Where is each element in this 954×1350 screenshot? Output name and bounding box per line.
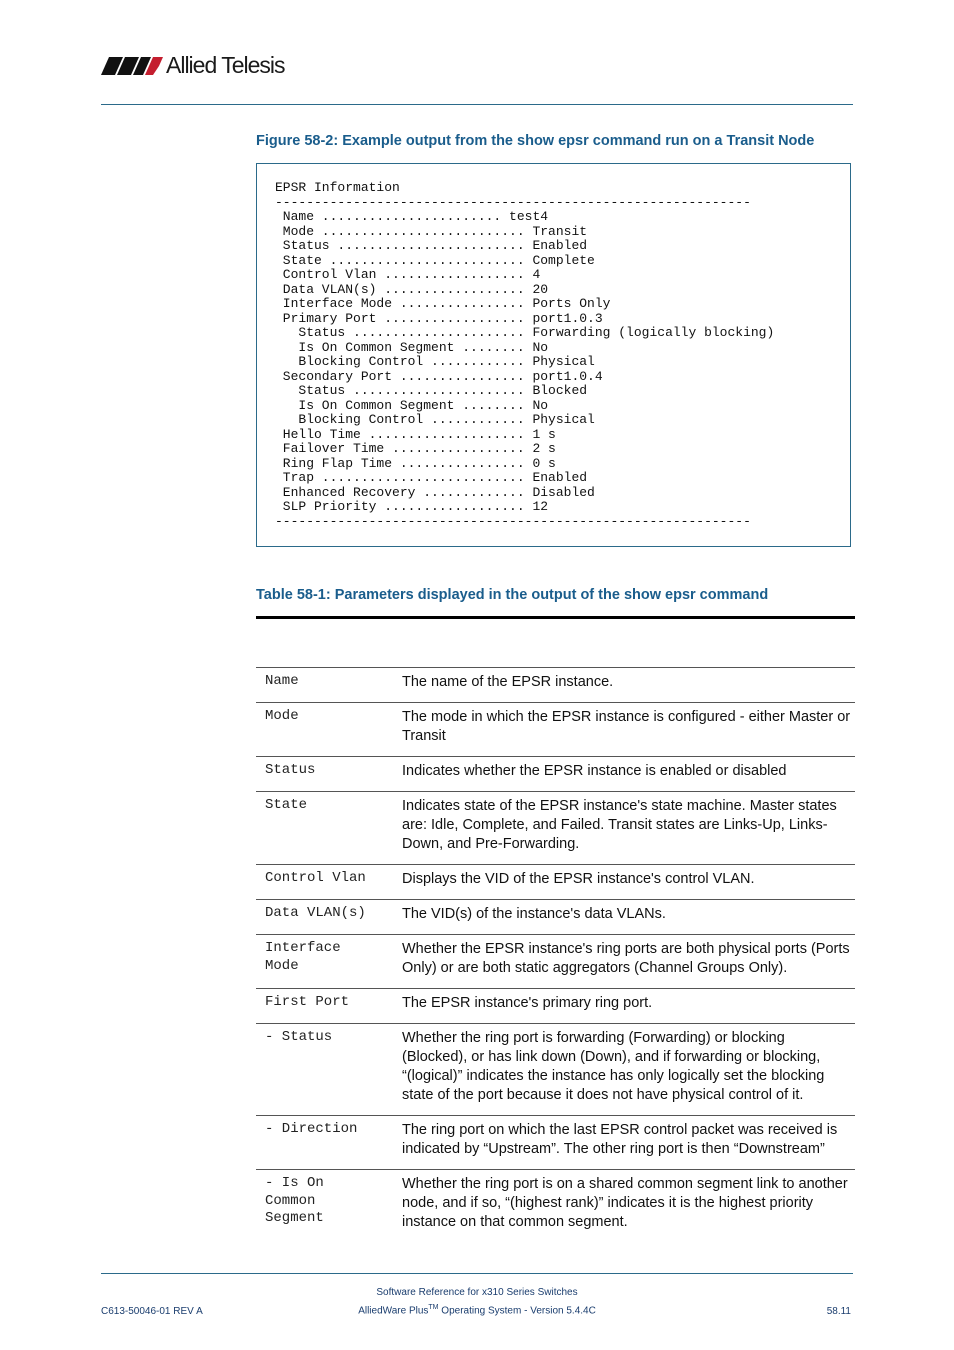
parameter-description: Whether the EPSR instance's ring ports are both physical ports (Ports Only) or are both static aggregators (Channel Groups Only). [402, 935, 855, 989]
parameter-name: Mode [256, 703, 402, 757]
footer-divider [101, 1273, 853, 1274]
footer-title: Software Reference for x310 Series Switches [376, 1287, 578, 1298]
footer-os-prefix: AlliedWare Plus [358, 1305, 429, 1317]
table-row [256, 792, 855, 865]
allied-telesis-logo [101, 52, 285, 78]
parameter-name: Data VLAN(s) [256, 900, 402, 935]
footer-page-number: 58.11 [826, 1306, 851, 1317]
footer-doc-id: C613-50046-01 REV A [101, 1306, 203, 1317]
parameter-description: The ring port on which the last EPSR control packet was received is indicated by “Upstream”. The other ring port is then “Downstream” [402, 1116, 855, 1170]
parameter-name: Interface Mode [256, 935, 402, 989]
parameter-description: Whether the ring port is on a shared common segment link to another node, and if so, “(highest rank)” indicates it is the highest priority instance on that common segment. [402, 1170, 855, 1243]
parameters-table [256, 667, 855, 1242]
command-output: EPSR Information ------------------------------------------------------------- Name ....................... test4 Mode .......................... Transit Status ........................ Enabled State ......................... Complete Control Vlan .................. 4 Data VLAN(s) .................. 20 Interface Mode ................ Ports Only Primary Port .................. port1.0.3 Status ...................... Forwarding (logically blocking) Is On Common Segment ........ No Blocking Control ............ Physical Secondary Port ................ port1.0.4 Status ...................... Blocked Is On Common Segment ........ No Blocking Control ............ Physical Hello Time .................... 1 s Failover Time ................. 2 s Ring Flap Time ................ 0 s Trap .......................... Enabled Enhanced Recovery ............. Disabled SLP Priority .................. 12 ------------------------------------------------------------- [275, 180, 775, 529]
parameter-name: Status [256, 757, 402, 792]
table-row [256, 1116, 855, 1170]
table-row [256, 668, 855, 703]
parameter-name: Name [256, 668, 402, 703]
table-caption: Table 58-1: Parameters displayed in the output of the show epsr command [256, 587, 769, 603]
parameter-description: Whether the ring port is forwarding (Forwarding) or blocking (Blocked), or has link down (Down), and if forwarding or blocking, “(logical)” indicates the instance has only logically set the blocking state of the port because it does not have physical control of it. [402, 1024, 855, 1116]
parameter-name: Control Vlan [256, 865, 402, 900]
table-row [256, 900, 855, 935]
parameter-description: The mode in which the EPSR instance is configured - either Master or Transit [402, 703, 855, 757]
code-output-box [256, 163, 851, 547]
footer-os-suffix: Operating System - Version 5.4.4C [438, 1305, 596, 1317]
table-row [256, 703, 855, 757]
parameter-description: The EPSR instance's primary ring port. [402, 989, 855, 1024]
table-row [256, 865, 855, 900]
footer-trademark: TM [428, 1304, 439, 1311]
parameter-description: Indicates state of the EPSR instance's state machine. Master states are: Idle, Complete, and Failed. Transit states are Links-Up, Links-Down, and Pre-Forwarding. [402, 792, 855, 865]
table-row [256, 1024, 855, 1116]
parameter-description: The VID(s) of the instance's data VLANs. [402, 900, 855, 935]
table-row [256, 1170, 855, 1243]
parameter-name: State [256, 792, 402, 865]
logo-text: Allied Telesis [166, 52, 285, 78]
parameter-name: - Is On Common Segment [256, 1170, 402, 1243]
table-row [256, 757, 855, 792]
table-top-rule [256, 616, 855, 619]
parameter-description: Indicates whether the EPSR instance is enabled or disabled [402, 757, 855, 792]
table-row [256, 989, 855, 1024]
table-row [256, 935, 855, 989]
parameter-description: Displays the VID of the EPSR instance's control VLAN. [402, 865, 855, 900]
header-divider [101, 104, 853, 105]
allied-telesis-logo-icon [101, 55, 163, 75]
figure-caption: Figure 58-2: Example output from the show epsr command run on a Transit Node [256, 133, 815, 149]
parameter-name: - Direction [256, 1116, 402, 1170]
footer-os-version [0, 1304, 954, 1316]
parameter-description: The name of the EPSR instance. [402, 668, 855, 703]
parameter-name: - Status [256, 1024, 402, 1116]
parameter-name: First Port [256, 989, 402, 1024]
